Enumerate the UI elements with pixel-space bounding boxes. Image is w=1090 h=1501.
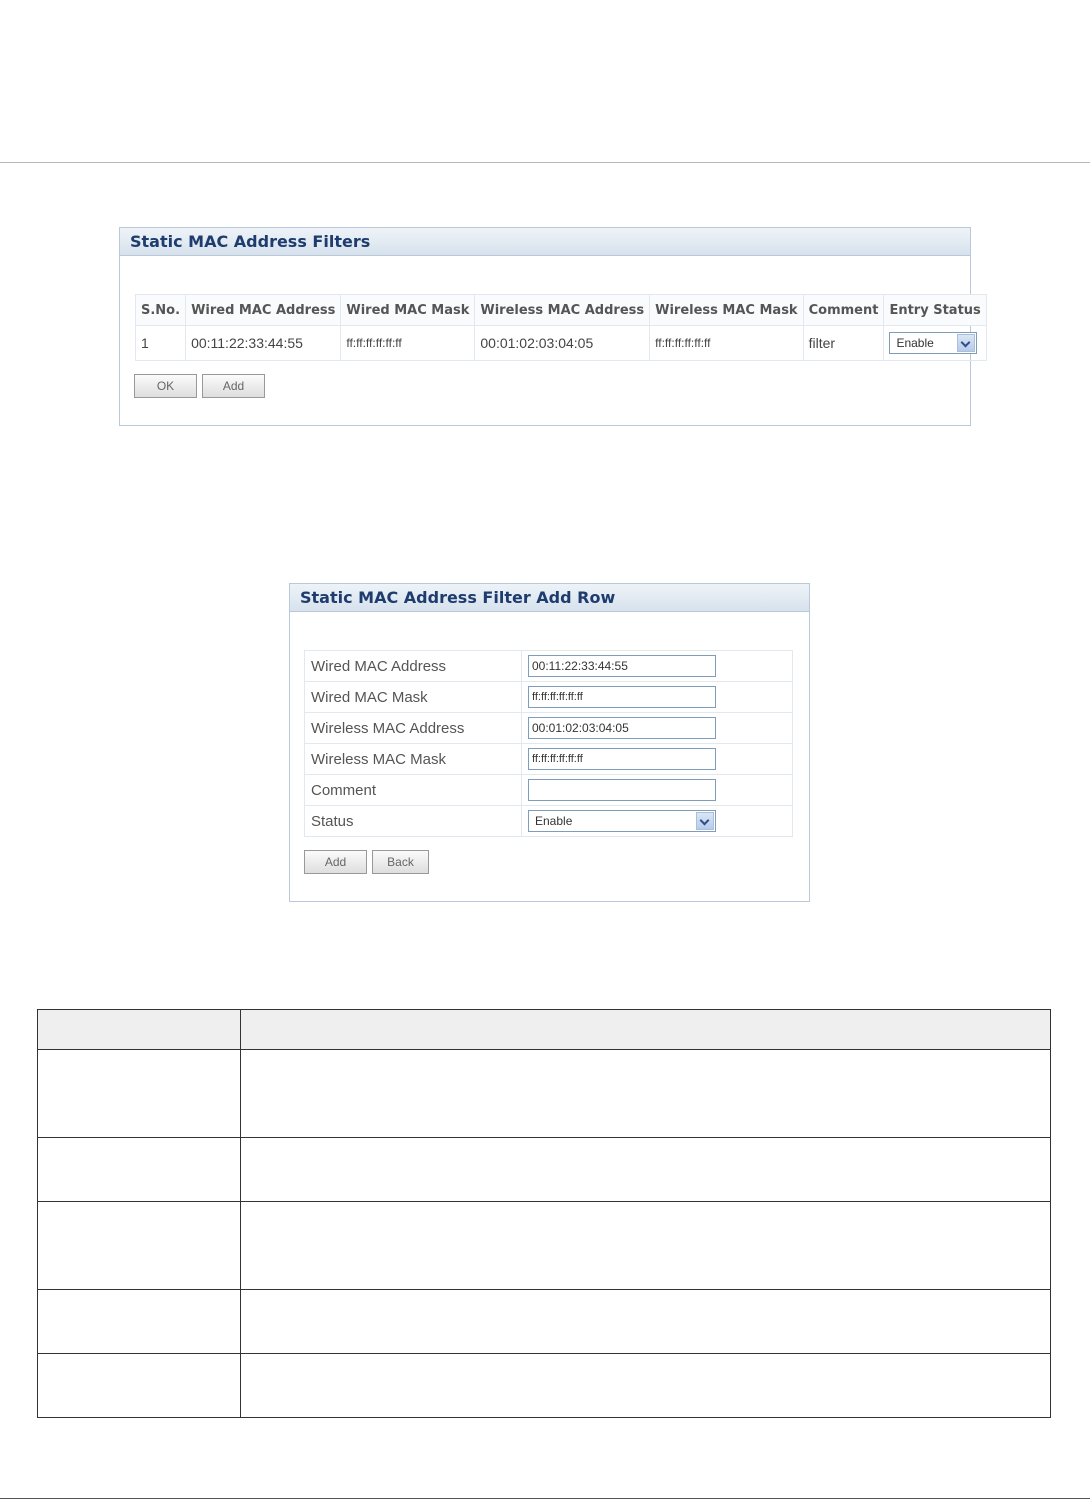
- description-cell: [38, 1050, 241, 1138]
- cell-entry-status: [884, 326, 986, 361]
- description-cell: [38, 1290, 241, 1354]
- column-header-comment: Comment: [803, 295, 884, 326]
- form-row-wireless-mac: [305, 713, 793, 744]
- cell-wireless-mac: 00:01:02:03:04:05: [475, 326, 650, 361]
- cell-wireless-mask: ff:ff:ff:ff:ff:ff: [650, 326, 803, 361]
- description-header-row: [38, 1010, 1051, 1050]
- wireless-mask-label: Wireless MAC Mask: [305, 744, 522, 775]
- form-row-wired-mac: [305, 651, 793, 682]
- table-row: [38, 1050, 1051, 1138]
- form-row-wired-mask: [305, 682, 793, 713]
- table-row: [38, 1138, 1051, 1202]
- form-row-status: [305, 806, 793, 837]
- wired-mask-label: Wired MAC Mask: [305, 682, 522, 713]
- add-row-button[interactable]: Add: [304, 850, 367, 874]
- bottom-divider: [0, 1498, 1090, 1499]
- entry-status-select[interactable]: [889, 332, 977, 354]
- comment-input[interactable]: [528, 779, 716, 801]
- add-button[interactable]: Add: [202, 374, 265, 398]
- column-header-wired-mask: Wired MAC Mask: [341, 295, 475, 326]
- wired-mask-input[interactable]: [528, 686, 716, 708]
- status-label: Status: [305, 806, 522, 837]
- entry-status-value: Enable: [896, 336, 934, 350]
- description-header-cell: [38, 1010, 241, 1050]
- filters-table: [135, 294, 987, 361]
- panel-title: Static MAC Address Filter Add Row: [290, 584, 809, 612]
- column-header-entry-status: Entry Status: [884, 295, 986, 326]
- column-header-wireless-mask: Wireless MAC Mask: [650, 295, 803, 326]
- ok-button[interactable]: OK: [134, 374, 197, 398]
- description-cell: [241, 1138, 1051, 1202]
- column-header-sno: S.No.: [136, 295, 186, 326]
- description-cell: [38, 1354, 241, 1418]
- cell-wired-mask: ff:ff:ff:ff:ff:ff: [341, 326, 475, 361]
- add-row-form: [304, 650, 793, 837]
- table-header-row: [136, 295, 987, 326]
- table-row: [38, 1202, 1051, 1290]
- description-cell: [38, 1138, 241, 1202]
- description-cell: [241, 1290, 1051, 1354]
- back-button[interactable]: Back: [372, 850, 429, 874]
- cell-wired-mac: 00:11:22:33:44:55: [186, 326, 341, 361]
- cell-comment: filter: [803, 326, 884, 361]
- description-cell: [241, 1202, 1051, 1290]
- cell-sno: 1: [136, 326, 186, 361]
- top-divider: [0, 162, 1090, 163]
- description-cell: [241, 1050, 1051, 1138]
- wireless-mac-label: Wireless MAC Address: [305, 713, 522, 744]
- description-cell: [38, 1202, 241, 1290]
- panel-title: Static MAC Address Filters: [120, 228, 970, 256]
- form-row-comment: [305, 775, 793, 806]
- column-header-wired-mac: Wired MAC Address: [186, 295, 341, 326]
- wireless-mask-input[interactable]: [528, 748, 716, 770]
- wired-mac-input[interactable]: [528, 655, 716, 677]
- description-cell: [241, 1354, 1051, 1418]
- table-row: [38, 1354, 1051, 1418]
- column-header-wireless-mac: Wireless MAC Address: [475, 295, 650, 326]
- description-header-cell: [241, 1010, 1051, 1050]
- static-mac-filters-panel: [119, 227, 981, 426]
- status-select[interactable]: [528, 810, 716, 832]
- chevron-down-icon: [696, 812, 714, 830]
- table-row: [38, 1290, 1051, 1354]
- wired-mac-label: Wired MAC Address: [305, 651, 522, 682]
- status-value: Enable: [535, 814, 573, 828]
- comment-label: Comment: [305, 775, 522, 806]
- add-row-panel: [289, 583, 810, 902]
- description-table: [37, 1009, 1051, 1418]
- wireless-mac-input[interactable]: [528, 717, 716, 739]
- chevron-down-icon: [957, 334, 975, 352]
- form-row-wireless-mask: [305, 744, 793, 775]
- table-row: [136, 326, 987, 361]
